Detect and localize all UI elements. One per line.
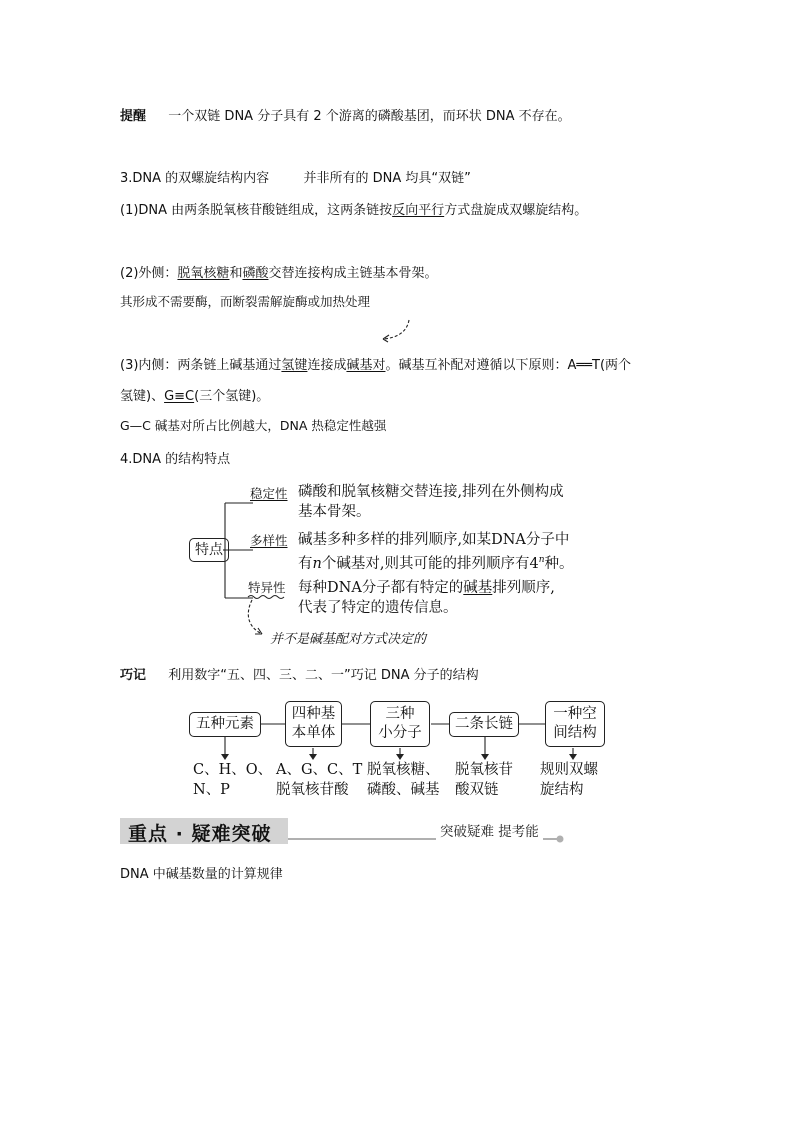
mnemonic-two-detail2: 酸双链 [455, 782, 499, 798]
p1-text-b: 方式盘旋成双螺旋结构。 [444, 203, 588, 218]
mnemonic-line [120, 664, 479, 683]
hand-note: 并不是碱基配对方式决定的 [270, 632, 427, 647]
p3-underlined-1: 氢键 [281, 358, 308, 373]
p3-text-d2: (三个氢键)。 [194, 389, 270, 404]
p3-text-d1: 氢键)、 [120, 389, 165, 404]
diversity-sup-n: n [538, 555, 545, 565]
feature-label-specificity: 特异性 [248, 580, 286, 595]
mnemonic-box-two: 二条长链 [449, 712, 519, 737]
feature-diversity-line1: 碱基多种多样的排列顺序,如某DNA分子中 [298, 532, 570, 548]
p1-underlined: 反向平行 [392, 203, 445, 218]
p3-text-a: (3)内侧：两条链上碱基通过 [120, 358, 282, 373]
mnemonic-text: 利用数字“五、四、三、二、一”巧记 DNA 分子的结构 [168, 668, 479, 683]
final-line: DNA 中碱基数量的计算规律 [120, 867, 283, 882]
tip-label: 提醒 [120, 109, 147, 124]
p1-text-a: (1)DNA 由两条脱氧核苷酸链组成，这两条链按 [120, 203, 393, 218]
specificity-text-a: 每种DNA分子都有特定的 [298, 580, 464, 596]
mnemonic-two-detail1: 脱氧核苷 [455, 762, 513, 778]
p3-underlined-2: 碱基对 [346, 358, 386, 373]
gc-note: G—C 碱基对所占比例越大，DNA 热稳定性越强 [120, 418, 387, 433]
p2-note: 其形成不需要酶，而断裂需解旋酶或加热处理 [120, 294, 371, 309]
feature-specificity-line1 [298, 578, 555, 598]
banner-subtitle: 突破疑难 提考能 [436, 820, 543, 840]
box-one-line2: 间结构 [553, 725, 597, 741]
p2-underlined-1: 脱氧核糖 [177, 266, 230, 281]
section3-p2 [120, 262, 437, 281]
section3-heading: 3.DNA 的双螺旋结构内容 [120, 171, 270, 186]
box-three-line2: 小分子 [378, 725, 422, 741]
p3-text-b: 连接成 [307, 358, 347, 373]
section3-heading-line [120, 167, 471, 186]
feature-stability-line2: 基本骨架。 [298, 504, 371, 520]
mnemonic-four-detail1: A、G、C、T [276, 762, 363, 778]
diversity-text-c: 种。 [544, 555, 574, 572]
section3-note: 并非所有的 DNA 均具“双链” [303, 171, 471, 186]
mnemonic-one-detail1: 规则双螺 [540, 762, 598, 778]
mnemonic-three-detail2: 磷酸、碱基 [367, 782, 440, 798]
curved-arrow-icon [240, 598, 270, 644]
p2-and: 和 [229, 266, 243, 281]
section4-heading: 4.DNA 的结构特点 [120, 452, 231, 467]
box-one-line1: 一种空 [553, 706, 597, 722]
box-four-line1: 四种基 [291, 706, 336, 722]
mnemonic-four-detail2: 脱氧核苷酸 [276, 782, 349, 798]
mnemonic-three-detail1: 脱氧核糖、 [367, 762, 440, 778]
box-three-line1: 三种 [385, 706, 415, 722]
mnemonic-label: 巧记 [120, 668, 147, 683]
specificity-underlined: 碱基 [463, 580, 493, 596]
box-four-line2: 本单体 [291, 725, 336, 741]
p2-text-a: (2)外侧： [120, 266, 178, 281]
diversity-text-b: 个碱基对,则其可能的排列顺序有4 [321, 555, 539, 572]
mnemonic-one-detail2: 旋结构 [540, 782, 584, 798]
mnemonic-box-three [370, 701, 430, 747]
dashed-arrow-icon [375, 318, 415, 344]
p3-text-c: 。碱基互补配对遵循以下原则：A══T(两个 [385, 358, 632, 373]
diversity-text-a: 有 [298, 555, 313, 572]
section3-p3 [120, 354, 631, 373]
mnemonic-five-detail2: N、P [193, 782, 230, 798]
section3-p3-cont [120, 385, 269, 404]
tip-text: 一个双链 DNA 分子具有 2 个游离的磷酸基团，而环状 DNA 不存在。 [168, 109, 571, 124]
features-center-box: 特点 [189, 538, 229, 562]
mnemonic-box-four [285, 701, 342, 747]
feature-diversity-line2 [298, 550, 573, 574]
mnemonic-box-five: 五种元素 [189, 712, 261, 737]
section3-p1 [120, 199, 587, 218]
section-banner [120, 818, 288, 844]
feature-specificity-line2: 代表了特定的遗传信息。 [298, 600, 458, 616]
p3-underlined-3: G≡C [164, 389, 195, 404]
mnemonic-five-detail1: C、H、O、 [193, 762, 273, 778]
mnemonic-box-one [545, 701, 605, 747]
banner-title: 重点 · 疑难突破 [128, 823, 272, 845]
feature-stability-line1: 磷酸和脱氧核糖交替连接,排列在外侧构成 [298, 484, 564, 500]
p2-text-b: 交替连接构成主链基本骨架。 [268, 266, 438, 281]
diversity-n: n [312, 555, 322, 572]
tip-line [120, 105, 571, 124]
p2-underlined-2: 磷酸 [242, 266, 269, 281]
feature-label-stability: 稳定性 [250, 486, 288, 501]
feature-label-diversity: 多样性 [250, 533, 288, 548]
specificity-text-b: 排列顺序, [492, 580, 555, 596]
